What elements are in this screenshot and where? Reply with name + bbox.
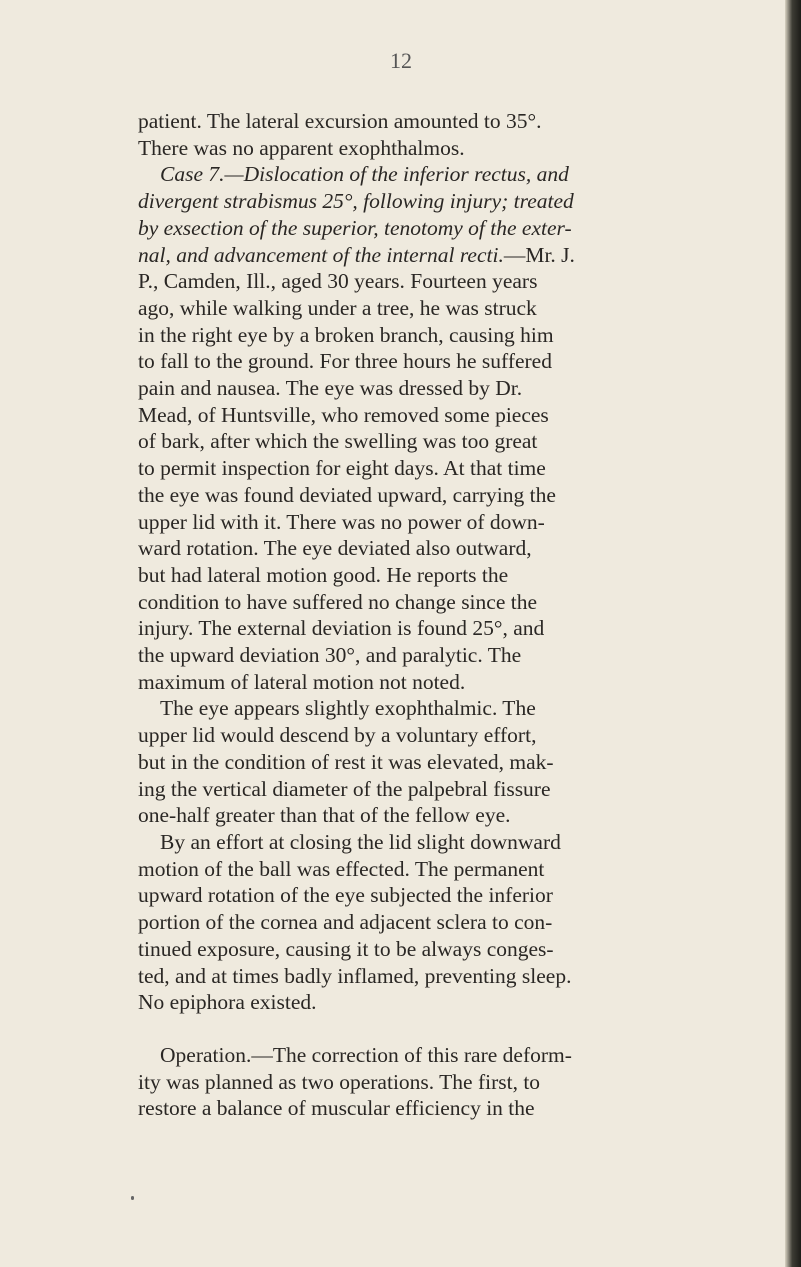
case-heading-line: divergent strabismus 25°, following injury; treated [138,189,574,214]
page-edge-shadow [785,0,801,1267]
text-line: upward rotation of the eye subjected the inferior [138,883,553,908]
text-line: motion of the ball was effected. The permanent [138,856,545,881]
text-line: upper lid would descend by a voluntary effort, [138,723,537,748]
text-line [138,242,788,269]
text-line: tinued exposure, causing it to be always conges- [138,936,554,961]
text-line: portion of the cornea and adjacent sclera to con- [138,910,553,935]
text-line: but in the condition of rest it was elevated, mak- [138,749,554,774]
text-line: in the right eye by a broken branch, causing him [138,322,554,347]
text-line: ago, while walking under a tree, he was struck [138,295,537,320]
text-line: patient. The lateral excursion amounted to 35°. [138,109,542,133]
case-heading-line: by exsection of the superior, tenotomy of the exter- [138,215,572,240]
text-line: There was no apparent exophthalmos. [138,135,465,160]
text-line: maximum of lateral motion not noted. [138,669,466,694]
text-line: the upward deviation 30°, and paralytic. The [138,643,522,668]
page-number: 12 [390,48,412,73]
text-line: Mead, of Huntsville, who removed some pieces [138,402,549,427]
text-line: No epiphora existed. [138,990,317,1015]
text-line: upper lid with it. There was no power of down- [138,509,545,534]
text-line: The eye appears slightly exophthalmic. The [160,696,536,721]
case-heading-end: nal, and advancement of the internal recti. [138,242,504,267]
text-line: injury. The external deviation is found 25°, and [138,616,545,641]
text-line: ity was planned as two operations. The first, to [138,1069,541,1094]
text-line: restore a balance of muscular efficiency in the [138,1096,535,1121]
text-line: Operation.—The correction of this rare deform- [160,1042,572,1067]
text-line: ted, and at times badly inflamed, preventing sleep. [138,963,572,988]
text-line: the eye was found deviated upward, carrying the [138,482,556,507]
patient-name: —Mr. J. [503,242,575,267]
text-line: to permit inspection for eight days. At that time [138,456,546,481]
text-line: to fall to the ground. For three hours he suffered [138,349,552,374]
text-line: ward rotation. The eye deviated also outward, [138,536,532,561]
text-line: P., Camden, Ill., aged 30 years. Fourteen years [138,269,538,294]
body-text [138,108,788,1122]
text-line: By an effort at closing the lid slight downward [160,829,561,854]
paragraph-gap [138,1016,788,1042]
text-line: pain and nausea. The eye was dressed by Dr. [138,376,523,401]
ink-speck [131,1196,134,1200]
text-line: ing the vertical diameter of the palpebral fissure [138,776,551,801]
text-line: condition to have suffered no change since the [138,589,538,614]
case-heading-line: Case 7.—Dislocation of the inferior rectus, and [160,162,569,187]
text-line: one-half greater than that of the fellow eye. [138,803,511,828]
text-line: but had lateral motion good. He reports the [138,562,509,587]
text-line: of bark, after which the swelling was too great [138,429,538,454]
